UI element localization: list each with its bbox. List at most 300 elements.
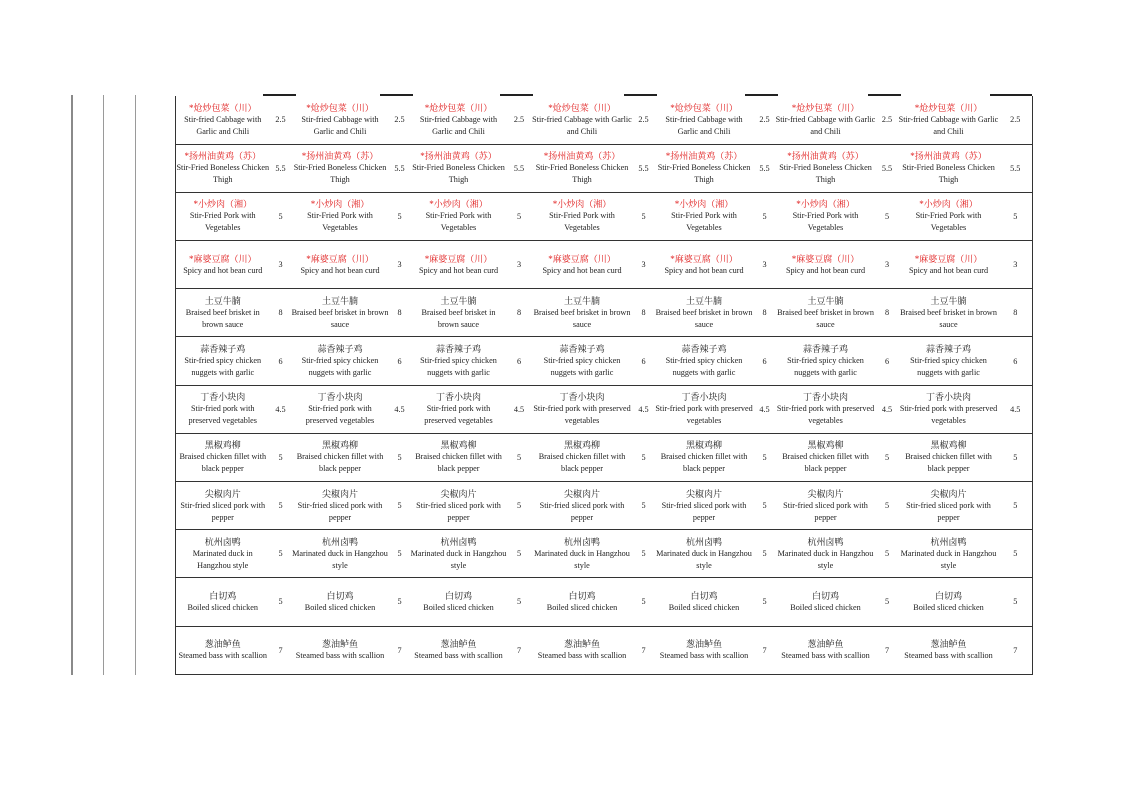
dish-cell bbox=[292, 289, 389, 337]
dish-cell bbox=[655, 241, 754, 289]
table-row bbox=[176, 337, 1033, 385]
dish-name-en: Stir-Fried Boneless Chicken Thigh bbox=[293, 163, 387, 185]
dish-price: 3 bbox=[397, 260, 402, 270]
dish-name-zh: 白切鸡 bbox=[326, 590, 354, 601]
table-row bbox=[176, 385, 1033, 433]
dish-name-zh: *扬州油黄鸡（苏） bbox=[301, 151, 379, 162]
dish-name-zh: *扬州油黄鸡（苏） bbox=[910, 151, 987, 162]
dish-name-en: Steamed bass with scallion bbox=[178, 651, 267, 661]
dish-cell bbox=[176, 337, 270, 385]
dish-cell bbox=[532, 578, 633, 626]
dish-cell bbox=[532, 337, 633, 385]
dish-name-zh: 葱油鲈鱼 bbox=[204, 639, 241, 650]
dish-name-en: Stir-Fried Pork with Vegetables bbox=[189, 211, 256, 233]
dish-name-en: Stir-fried sliced pork with pepper bbox=[297, 500, 383, 522]
dish-name-en: Braised chicken fillet with black pepper bbox=[538, 452, 626, 474]
dish-name-en: Braised beef brisket in brown sauce bbox=[777, 307, 874, 329]
dish-name-en: Stir-fried pork with preserved vegetables bbox=[533, 404, 631, 426]
dish-name-en: Boiled sliced chicken bbox=[790, 602, 861, 612]
dish-name-zh: 土豆牛腩 bbox=[440, 295, 477, 306]
dish-price: 4.5 bbox=[638, 404, 649, 414]
dish-name-en: Stir-fried sliced pork with pepper bbox=[539, 500, 625, 522]
dish-cell bbox=[899, 192, 999, 240]
dish-cell bbox=[292, 192, 389, 240]
dish-price: 6 bbox=[516, 356, 522, 366]
dish-cell bbox=[411, 626, 507, 674]
dish-name-zh: 杭州卤鸭 bbox=[930, 536, 967, 547]
dish-cell bbox=[411, 433, 507, 481]
dish-price: 5.5 bbox=[1010, 163, 1021, 173]
dish-cell bbox=[411, 578, 507, 626]
dish-price: 8 bbox=[762, 308, 767, 318]
dish-name-zh: *麻婆豆腐（川） bbox=[914, 253, 983, 264]
dish-name-en: Braised beef brisket in brown sauce bbox=[900, 307, 997, 329]
dish-name-en: Steamed bass with scallion bbox=[904, 651, 993, 661]
dish-price: 3 bbox=[641, 260, 646, 270]
dish-price: 5 bbox=[278, 549, 283, 559]
dish-name-zh: 土豆牛腩 bbox=[807, 295, 844, 306]
dish-name-zh: 黑椒鸡柳 bbox=[930, 440, 967, 451]
dish-cell bbox=[411, 337, 507, 385]
dish-name-en: Boiled sliced chicken bbox=[913, 602, 984, 612]
dish-cell bbox=[776, 192, 876, 240]
dish-name-en: Marinated duck in Hangzhou style bbox=[900, 548, 997, 570]
dish-cell bbox=[532, 144, 633, 192]
dish-name-en: Stir-Fried Pork with Vegetables bbox=[792, 211, 859, 233]
dish-price: 8 bbox=[397, 308, 402, 318]
dish-name-zh: *小炒肉（湘） bbox=[429, 199, 488, 210]
dish-price: 2.5 bbox=[394, 115, 405, 125]
dish-name-zh: 蒜香辣子鸡 bbox=[802, 344, 848, 355]
dish-name-zh: 蒜香辣子鸡 bbox=[925, 344, 971, 355]
table-row bbox=[176, 530, 1033, 578]
dish-name-zh: 杭州卤鸭 bbox=[321, 536, 358, 547]
dish-price: 4.5 bbox=[759, 404, 770, 414]
dish-name-zh: *炝炒包菜（川） bbox=[914, 102, 983, 113]
dish-name-en: Stir-fried Cabbage with Garlic and Chili bbox=[898, 114, 999, 136]
dish-name-en: Stir-Fried Boneless Chicken Thigh bbox=[176, 163, 270, 185]
dish-name-zh: *小炒肉（湘） bbox=[552, 199, 612, 210]
dish-name-en: Stir-fried sliced pork with pepper bbox=[416, 500, 501, 522]
dish-name-zh: 杭州卤鸭 bbox=[204, 536, 241, 547]
dish-name-zh: 杭州卤鸭 bbox=[563, 536, 600, 547]
dish-cell bbox=[532, 192, 633, 240]
table-row bbox=[176, 578, 1033, 626]
dish-price: 2.5 bbox=[275, 115, 286, 125]
dish-name-zh: 杭州卤鸭 bbox=[440, 536, 477, 547]
table-row bbox=[176, 433, 1033, 481]
dish-price: 5 bbox=[516, 549, 522, 559]
dish-name-zh: 丁香小块肉 bbox=[317, 392, 363, 403]
dish-cell bbox=[899, 626, 999, 674]
dish-cell bbox=[776, 337, 876, 385]
dish-name-zh: 葱油鲈鱼 bbox=[930, 639, 967, 650]
dish-cell bbox=[655, 289, 754, 337]
dish-price: 5 bbox=[884, 549, 890, 559]
dish-price: 4.5 bbox=[275, 404, 286, 414]
dish-name-en: Stir-fried Cabbage with Garlic and Chili bbox=[301, 114, 379, 136]
dish-price: 6 bbox=[762, 356, 767, 366]
dish-price: 7 bbox=[762, 645, 767, 655]
dish-cell bbox=[776, 530, 876, 578]
dish-cell bbox=[655, 433, 754, 481]
dish-name-en: Braised beef brisket in brown sauce bbox=[533, 307, 631, 329]
dish-price: 7 bbox=[1013, 645, 1018, 655]
dish-name-en: Stir-fried spicy chicken nuggets with garlic bbox=[420, 356, 497, 378]
dish-price: 5 bbox=[516, 597, 522, 607]
dish-name-en: Marinated duck in Hangzhou style bbox=[656, 548, 752, 570]
dish-name-zh: *扬州油黄鸡（苏） bbox=[543, 151, 621, 162]
dish-price: 7 bbox=[516, 645, 522, 655]
dish-name-en: Stir-Fried Boneless Chicken Thigh bbox=[779, 163, 872, 185]
dish-name-en: Stir-fried sliced pork with pepper bbox=[661, 500, 747, 522]
dish-cell bbox=[411, 385, 507, 433]
dish-name-zh: 白切鸡 bbox=[811, 590, 839, 601]
dish-name-en: Steamed bass with scallion bbox=[659, 651, 749, 661]
dish-cell bbox=[176, 192, 270, 240]
dish-name-en: Stir-fried Cabbage with Garlic and Chili bbox=[419, 114, 498, 136]
dish-name-en: Spicy and hot bean curd bbox=[908, 265, 989, 275]
dish-name-zh: *小炒肉（湘） bbox=[919, 199, 978, 210]
dish-price: 4.5 bbox=[513, 404, 525, 414]
dish-cell bbox=[292, 530, 389, 578]
dish-cell bbox=[899, 337, 999, 385]
dish-name-en: Marinated duck in Hangzhou style bbox=[410, 548, 507, 570]
dish-name-zh: *麻婆豆腐（川） bbox=[188, 253, 257, 264]
dish-cell bbox=[899, 241, 999, 289]
dish-price: 4.5 bbox=[881, 404, 893, 414]
dish-cell bbox=[411, 144, 507, 192]
dish-name-zh: 蒜香辣子鸡 bbox=[681, 344, 727, 355]
dish-name-zh: 蒜香辣子鸡 bbox=[200, 344, 246, 355]
dish-name-en: Boiled sliced chicken bbox=[668, 602, 740, 612]
dish-name-zh: *麻婆豆腐（川） bbox=[791, 253, 860, 264]
dish-cell bbox=[655, 385, 754, 433]
dish-cell bbox=[292, 241, 389, 289]
dish-cell bbox=[176, 482, 270, 530]
dish-name-zh: 杭州卤鸭 bbox=[685, 536, 722, 547]
dish-price: 5 bbox=[641, 452, 646, 462]
dish-price: 5 bbox=[397, 549, 402, 559]
dish-price: 4.5 bbox=[1010, 404, 1021, 414]
dish-cell bbox=[776, 96, 876, 144]
dish-name-zh: 黑椒鸡柳 bbox=[685, 440, 722, 451]
dish-cell bbox=[176, 626, 270, 674]
dish-cell bbox=[776, 578, 876, 626]
dish-cell bbox=[532, 433, 633, 481]
dish-name-en: Marinated duck in Hangzhou style bbox=[192, 548, 253, 570]
table-row bbox=[176, 482, 1033, 530]
table-row bbox=[176, 626, 1033, 674]
dish-name-en: Stir-fried spicy chicken nuggets with garlic bbox=[184, 356, 262, 378]
margin-rule-right bbox=[103, 95, 104, 675]
dish-cell bbox=[411, 289, 507, 337]
dish-price: 5 bbox=[884, 597, 890, 607]
dish-name-en: Stir-fried Cabbage with Garlic and Chili bbox=[184, 114, 262, 136]
dish-name-zh: 黑椒鸡柳 bbox=[440, 440, 477, 451]
dish-price: 5 bbox=[762, 211, 767, 221]
dish-cell bbox=[655, 482, 754, 530]
dish-cell bbox=[532, 385, 633, 433]
dish-cell bbox=[292, 96, 389, 144]
dish-cell bbox=[899, 433, 999, 481]
dish-name-en: Braised chicken fillet with black pepper bbox=[782, 452, 869, 474]
dish-price: 8 bbox=[516, 308, 522, 318]
dish-name-en: Stir-fried pork with preserved vegetables bbox=[305, 404, 375, 426]
dish-cell bbox=[655, 337, 754, 385]
table-row bbox=[176, 96, 1033, 144]
dish-name-zh: *麻婆豆腐（川） bbox=[424, 253, 493, 264]
dish-price: 8 bbox=[1013, 308, 1018, 318]
dish-name-zh: 白切鸡 bbox=[934, 590, 962, 601]
dish-cell bbox=[899, 144, 999, 192]
dish-price: 5 bbox=[278, 452, 283, 462]
dish-name-zh: *扬州油黄鸡（苏） bbox=[665, 151, 743, 162]
dish-cell bbox=[655, 192, 754, 240]
dish-name-en: Marinated duck in Hangzhou style bbox=[534, 548, 630, 570]
dish-name-zh: *炝炒包菜（川） bbox=[791, 102, 860, 113]
dish-name-en: Spicy and hot bean curd bbox=[664, 265, 744, 275]
margin-rule-inner bbox=[135, 95, 136, 675]
dish-name-zh: *炝炒包菜（川） bbox=[188, 102, 257, 113]
dish-price: 6 bbox=[1013, 356, 1018, 366]
dish-price: 2.5 bbox=[881, 115, 893, 125]
dish-cell bbox=[176, 433, 270, 481]
dish-price: 5 bbox=[1013, 597, 1018, 607]
margin-rule-left bbox=[71, 95, 73, 675]
dish-price: 5 bbox=[1013, 211, 1018, 221]
dish-price: 6 bbox=[641, 356, 646, 366]
dish-name-zh: 黑椒鸡柳 bbox=[321, 440, 358, 451]
dish-name-zh: 土豆牛腩 bbox=[563, 295, 600, 306]
dish-name-en: Stir-fried spicy chicken nuggets with garlic bbox=[787, 356, 864, 378]
dish-cell bbox=[176, 96, 270, 144]
dish-name-zh: 尖椒肉片 bbox=[807, 488, 844, 499]
dish-cell bbox=[776, 385, 876, 433]
dish-name-zh: *炝炒包菜（川） bbox=[670, 102, 738, 113]
dish-name-en: Stir-Fried Pork with Vegetables bbox=[549, 211, 615, 233]
dish-name-en: Marinated duck in Hangzhou style bbox=[292, 548, 388, 570]
dish-cell bbox=[532, 626, 633, 674]
dish-name-en: Braised beef brisket in brown sauce bbox=[185, 307, 260, 329]
dish-price: 3 bbox=[762, 260, 767, 270]
dish-name-zh: 尖椒肉片 bbox=[930, 488, 967, 499]
table-row bbox=[176, 289, 1033, 337]
dish-name-en: Stir-fried Cabbage with Garlic and Chili bbox=[532, 114, 632, 136]
dish-price: 7 bbox=[397, 645, 402, 655]
dish-name-en: Braised beef brisket in brown sauce bbox=[291, 307, 389, 329]
dish-name-zh: *小炒肉（湘） bbox=[674, 199, 734, 210]
dish-price: 5 bbox=[641, 211, 646, 221]
dish-price: 5.5 bbox=[638, 163, 649, 173]
dish-name-en: Braised chicken fillet with black pepper bbox=[296, 452, 384, 474]
dish-cell bbox=[532, 482, 633, 530]
dish-price: 5.5 bbox=[881, 163, 893, 173]
dish-name-zh: 丁香小块肉 bbox=[925, 392, 971, 403]
dish-price: 5 bbox=[516, 452, 522, 462]
dish-name-zh: 尖椒肉片 bbox=[563, 488, 600, 499]
dish-name-en: Stir-fried Cabbage with Garlic and Chili bbox=[775, 114, 876, 136]
dish-cell bbox=[655, 144, 754, 192]
dish-price: 5 bbox=[278, 211, 283, 221]
dish-price: 5 bbox=[884, 501, 890, 511]
dish-cell bbox=[776, 433, 876, 481]
dish-price: 7 bbox=[278, 645, 283, 655]
dish-price: 5 bbox=[884, 452, 890, 462]
dish-name-en: Stir-Fried Pork with Vegetables bbox=[671, 211, 737, 233]
dish-name-en: Stir-Fried Pork with Vegetables bbox=[425, 211, 492, 233]
dish-name-en: Braised beef brisket in brown sauce bbox=[655, 307, 753, 329]
dish-price: 8 bbox=[278, 308, 283, 318]
dish-name-zh: *麻婆豆腐（川） bbox=[306, 253, 374, 264]
dish-name-zh: 丁香小块肉 bbox=[200, 392, 246, 403]
dish-price: 3 bbox=[516, 260, 522, 270]
dish-name-en: Boiled sliced chicken bbox=[423, 602, 494, 612]
dish-price: 7 bbox=[884, 645, 890, 655]
dish-cell bbox=[411, 482, 507, 530]
dish-price: 3 bbox=[1013, 260, 1018, 270]
dish-name-zh: *小炒肉（湘） bbox=[310, 199, 370, 210]
dish-name-zh: 白切鸡 bbox=[690, 590, 718, 601]
dish-name-zh: *小炒肉（湘） bbox=[796, 199, 855, 210]
dish-cell bbox=[776, 626, 876, 674]
dish-name-en: Stir-fried pork with preserved vegetables bbox=[188, 404, 257, 426]
dish-cell bbox=[411, 530, 507, 578]
dish-price: 5 bbox=[762, 501, 767, 511]
dish-name-en: Marinated duck in Hangzhou style bbox=[777, 548, 874, 570]
dish-name-en: Stir-Fried Boneless Chicken Thigh bbox=[902, 163, 995, 185]
dish-name-zh: *炝炒包菜（川） bbox=[548, 102, 616, 113]
dish-price: 5 bbox=[641, 501, 646, 511]
dish-cell bbox=[532, 96, 633, 144]
dish-name-zh: 尖椒肉片 bbox=[321, 488, 358, 499]
dish-price: 5 bbox=[397, 452, 402, 462]
dish-price: 5 bbox=[397, 501, 402, 511]
dish-price: 5.5 bbox=[394, 163, 405, 173]
dish-price: 6 bbox=[397, 356, 402, 366]
dish-name-zh: 丁香小块肉 bbox=[681, 392, 727, 403]
dish-cell bbox=[411, 96, 507, 144]
dish-price: 5 bbox=[397, 211, 402, 221]
dish-name-zh: 丁香小块肉 bbox=[435, 392, 481, 403]
dish-name-zh: 土豆牛腩 bbox=[685, 295, 722, 306]
dish-cell bbox=[899, 289, 999, 337]
dish-cell bbox=[292, 482, 389, 530]
dish-name-zh: *扬州油黄鸡（苏） bbox=[420, 151, 497, 162]
dish-name-en: Stir-fried sliced pork with pepper bbox=[906, 500, 991, 522]
dish-name-zh: 杭州卤鸭 bbox=[807, 536, 844, 547]
dish-name-en: Spicy and hot bean curd bbox=[542, 265, 622, 275]
dish-name-en: Braised chicken fillet with black pepper bbox=[415, 452, 502, 474]
dish-cell bbox=[176, 241, 270, 289]
dish-name-zh: *麻婆豆腐（川） bbox=[670, 253, 738, 264]
dish-cell bbox=[292, 578, 389, 626]
dish-cell bbox=[776, 289, 876, 337]
dish-name-zh: 丁香小块肉 bbox=[559, 392, 605, 403]
dish-price: 2.5 bbox=[1010, 115, 1021, 125]
dish-name-en: Stir-fried spicy chicken nuggets with garlic bbox=[543, 356, 621, 378]
menu-table bbox=[175, 96, 1033, 675]
dish-name-zh: 土豆牛腩 bbox=[930, 295, 967, 306]
dish-price: 7 bbox=[641, 645, 646, 655]
dish-name-en: Spicy and hot bean curd bbox=[785, 265, 866, 275]
dish-name-en: Stir-fried pork with preserved vegetables bbox=[655, 404, 753, 426]
dish-price: 5 bbox=[516, 501, 522, 511]
dish-name-en: Braised chicken fillet with black pepper bbox=[660, 452, 748, 474]
dish-name-en: Stir-Fried Boneless Chicken Thigh bbox=[535, 163, 629, 185]
dish-cell bbox=[899, 530, 999, 578]
dish-name-en: Stir-fried spicy chicken nuggets with garlic bbox=[910, 356, 987, 378]
dish-price: 5 bbox=[884, 211, 890, 221]
dish-name-zh: *炝炒包菜（川） bbox=[424, 102, 493, 113]
table-row bbox=[176, 192, 1033, 240]
dish-name-en: Stir-fried spicy chicken nuggets with garlic bbox=[665, 356, 743, 378]
dish-name-en: Braised chicken fillet with black pepper bbox=[905, 452, 992, 474]
dish-price: 5 bbox=[641, 597, 646, 607]
dish-price: 5 bbox=[278, 501, 283, 511]
dish-name-zh: 黑椒鸡柳 bbox=[807, 440, 844, 451]
dish-name-zh: *扬州油黄鸡（苏） bbox=[787, 151, 864, 162]
dish-name-en: Braised chicken fillet with black pepper bbox=[179, 452, 267, 474]
dish-price: 6 bbox=[278, 356, 283, 366]
dish-cell bbox=[176, 578, 270, 626]
dish-price: 4.5 bbox=[394, 404, 405, 414]
dish-cell bbox=[655, 530, 754, 578]
dish-name-en: Stir-fried Cabbage with Garlic and Chili bbox=[665, 114, 743, 136]
dish-name-zh: 丁香小块肉 bbox=[802, 392, 848, 403]
dish-cell bbox=[292, 337, 389, 385]
dish-name-zh: 葱油鲈鱼 bbox=[563, 639, 600, 650]
dish-name-zh: 尖椒肉片 bbox=[685, 488, 722, 499]
dish-name-en: Steamed bass with scallion bbox=[781, 651, 870, 661]
dish-cell bbox=[292, 144, 389, 192]
dish-name-en: Stir-fried pork with preserved vegetables bbox=[776, 404, 875, 426]
dish-price: 5 bbox=[1013, 501, 1018, 511]
dish-cell bbox=[532, 289, 633, 337]
dish-cell bbox=[176, 385, 270, 433]
dish-cell bbox=[776, 482, 876, 530]
dish-cell bbox=[899, 385, 999, 433]
dish-name-en: Spicy and hot bean curd bbox=[418, 265, 499, 275]
dish-name-zh: 土豆牛腩 bbox=[321, 295, 358, 306]
dish-name-en: Braised beef brisket in brown sauce bbox=[421, 307, 496, 329]
dish-price: 5 bbox=[762, 549, 767, 559]
dish-price: 5 bbox=[397, 597, 402, 607]
dish-cell bbox=[292, 626, 389, 674]
dish-price: 2.5 bbox=[759, 115, 770, 125]
dish-cell bbox=[292, 385, 389, 433]
dish-cell bbox=[776, 241, 876, 289]
dish-price: 5 bbox=[516, 211, 522, 221]
dish-name-zh: 黑椒鸡柳 bbox=[204, 440, 241, 451]
dish-name-en: Boiled sliced chicken bbox=[304, 602, 376, 612]
dish-name-zh: 白切鸡 bbox=[444, 590, 472, 601]
dish-cell bbox=[655, 578, 754, 626]
dish-cell bbox=[176, 530, 270, 578]
dish-name-zh: 葱油鲈鱼 bbox=[685, 639, 722, 650]
dish-price: 2.5 bbox=[638, 115, 649, 125]
table-row bbox=[176, 144, 1033, 192]
dish-price: 5 bbox=[641, 549, 646, 559]
dish-cell bbox=[532, 241, 633, 289]
dish-name-en: Spicy and hot bean curd bbox=[183, 265, 263, 275]
dish-price: 5 bbox=[1013, 452, 1018, 462]
dish-name-zh: 蒜香辣子鸡 bbox=[559, 344, 605, 355]
dish-name-zh: *麻婆豆腐（川） bbox=[548, 253, 616, 264]
dish-name-zh: *小炒肉（湘） bbox=[193, 199, 252, 210]
dish-price: 8 bbox=[884, 308, 890, 318]
dish-name-en: Steamed bass with scallion bbox=[537, 651, 627, 661]
